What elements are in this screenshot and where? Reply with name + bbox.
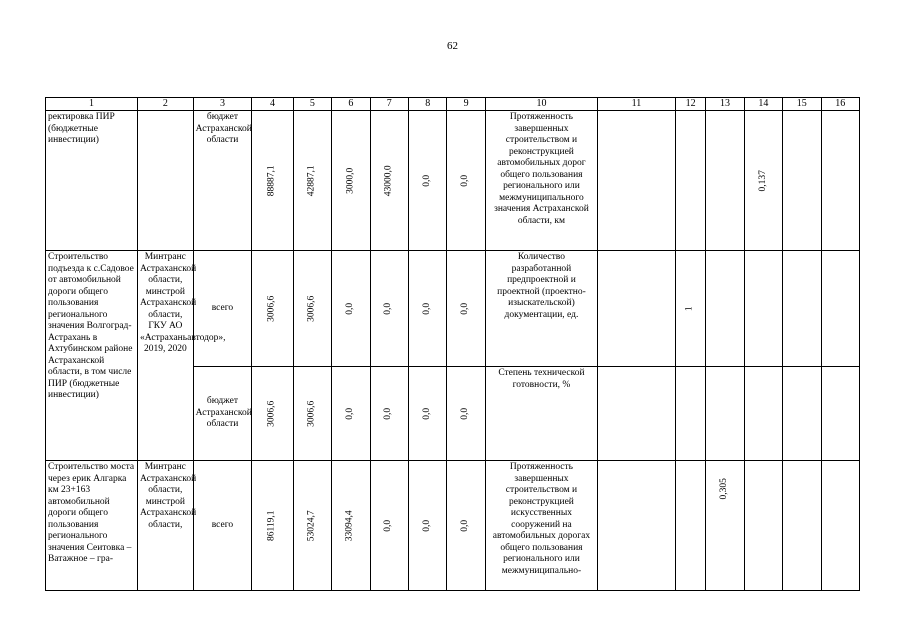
col-header: 16: [821, 98, 859, 111]
value-text: 0,0: [345, 302, 356, 315]
value-cell: [370, 367, 408, 461]
value-cell: [252, 251, 293, 367]
table-row: [46, 461, 860, 591]
funding-source-cell: бюджет Астраханской области: [193, 111, 252, 251]
empty-cell: [821, 461, 859, 591]
empty-cell: [706, 251, 744, 367]
value-text: 43000,0: [383, 165, 394, 196]
value-text: 86119,1: [266, 510, 277, 541]
executor-cell: Минтранс Астраханской области, минстрой Астраханской области, ГКУ АО «Астраханьавтодор», 2019, 2020: [138, 251, 194, 461]
object-name-cell: Строительство моста через ерик Алгарка км 23+163 автомобильной дороги общего пользования регионального значения Сеитовка – Ватажное – гра-: [46, 461, 138, 591]
col-header: 3: [193, 98, 252, 111]
empty-cell: [706, 111, 744, 251]
value-text: 88887,1: [266, 165, 277, 196]
value-text: 0,0: [421, 302, 432, 315]
col-header: 11: [598, 98, 676, 111]
value-cell: [447, 111, 485, 251]
value-text: 0,0: [383, 519, 394, 532]
empty-cell: [675, 111, 705, 251]
value-cell: [408, 367, 446, 461]
value-text: 0,137: [757, 169, 768, 192]
col-header: 2: [138, 98, 194, 111]
value-text: 0,0: [460, 407, 471, 420]
value-cell: [447, 461, 485, 591]
executor-cell: [138, 111, 194, 251]
col-header: 10: [485, 98, 597, 111]
value-text: 0,0: [383, 302, 394, 315]
value-text: 3006,6: [266, 295, 277, 322]
col-header: 6: [332, 98, 370, 111]
empty-cell: [598, 461, 676, 591]
value-cell: [370, 111, 408, 251]
object-name-cell: ректировка ПИР (бюджетные инвестиции): [46, 111, 138, 251]
value-cell: [447, 367, 485, 461]
empty-cell: [744, 367, 782, 461]
col-header: 7: [370, 98, 408, 111]
value-text: 0,0: [460, 519, 471, 532]
empty-cell: [821, 367, 859, 461]
value-text: 3006,6: [306, 295, 317, 322]
value-text: 53024,7: [306, 510, 317, 541]
empty-cell: [598, 367, 676, 461]
value-text: 0,0: [345, 407, 356, 420]
indicator-cell: Количество разработанной предпроектной и проектной (проектно-изыскательской) документации, ед.: [485, 251, 597, 367]
indicator-cell: Протяженность завершенных строительством и реконструкцией искусственных сооружений на автомобильных дорогах общего пользования регионального или межмуниципально-: [485, 461, 597, 591]
empty-cell: [675, 461, 705, 591]
value-text: 3006,6: [266, 400, 277, 427]
value-cell: [332, 111, 370, 251]
empty-cell: [598, 251, 676, 367]
value-cell: [744, 111, 782, 251]
page-number: 62: [447, 40, 458, 52]
table-row: [46, 111, 860, 251]
empty-cell: [783, 251, 821, 367]
col-header: 1: [46, 98, 138, 111]
col-header: 5: [293, 98, 331, 111]
col-header: 4: [252, 98, 293, 111]
value-cell: [252, 111, 293, 251]
value-cell: [408, 461, 446, 591]
value-cell: [332, 251, 370, 367]
value-text: 0,0: [421, 407, 432, 420]
value-cell: [447, 251, 485, 367]
value-cell: [293, 461, 331, 591]
empty-cell: [783, 111, 821, 251]
empty-cell: [821, 251, 859, 367]
value-text: 3000,0: [345, 167, 356, 194]
value-text: 42887,1: [306, 165, 317, 196]
value-cell: [408, 251, 446, 367]
value-cell: [408, 111, 446, 251]
object-name-cell: Строительство подъезда к с.Садовое от автомобильной дороги общего пользования регионального значения Волгоград-Астрахань в Ахтубинском районе Астраханской области, в том числе ПИР (бюджетные инвестиции): [46, 251, 138, 461]
indicator-cell: Протяженность завершенных строительством и реконструкцией автомобильных дорог общего пользования регионального или межмуниципального значения Астраханской области, км: [485, 111, 597, 251]
funding-source-cell: всего: [193, 461, 252, 591]
value-cell: [675, 251, 705, 367]
value-text: 3006,6: [306, 400, 317, 427]
value-text: 33094,4: [345, 510, 356, 541]
indicator-cell: Степень технической готовности, %: [485, 367, 597, 461]
value-cell: [332, 367, 370, 461]
executor-cell: Минтранс Астраханской области, минстрой Астраханской области,: [138, 461, 194, 591]
value-text: 0,0: [383, 407, 394, 420]
header-row: [46, 98, 860, 111]
value-cell: [252, 367, 293, 461]
funding-source-cell: бюджет Астраханской области: [193, 367, 252, 461]
value-cell: [332, 461, 370, 591]
empty-cell: [744, 461, 782, 591]
col-header: 14: [744, 98, 782, 111]
value-text: 1: [684, 306, 695, 311]
col-header: 8: [408, 98, 446, 111]
program-table: [45, 97, 860, 591]
empty-cell: [783, 367, 821, 461]
table-row: [46, 251, 860, 367]
col-header: 9: [447, 98, 485, 111]
empty-cell: [783, 461, 821, 591]
value-cell: [293, 367, 331, 461]
empty-cell: [675, 367, 705, 461]
value-text: 0,0: [460, 174, 471, 187]
funding-source-cell: всего: [193, 251, 252, 367]
value-cell: [370, 461, 408, 591]
col-header: 13: [706, 98, 744, 111]
value-cell: [293, 251, 331, 367]
empty-cell: [744, 251, 782, 367]
value-text: 0,0: [421, 519, 432, 532]
value-cell: [252, 461, 293, 591]
col-header: 12: [675, 98, 705, 111]
value-cell: [293, 111, 331, 251]
value-cell: [706, 461, 744, 591]
value-cell: [370, 251, 408, 367]
empty-cell: [706, 367, 744, 461]
col-header: 15: [783, 98, 821, 111]
empty-cell: [821, 111, 859, 251]
value-text: 0,0: [421, 174, 432, 187]
empty-cell: [598, 111, 676, 251]
value-text: 0,0: [460, 302, 471, 315]
value-text: 0,305: [719, 478, 730, 500]
